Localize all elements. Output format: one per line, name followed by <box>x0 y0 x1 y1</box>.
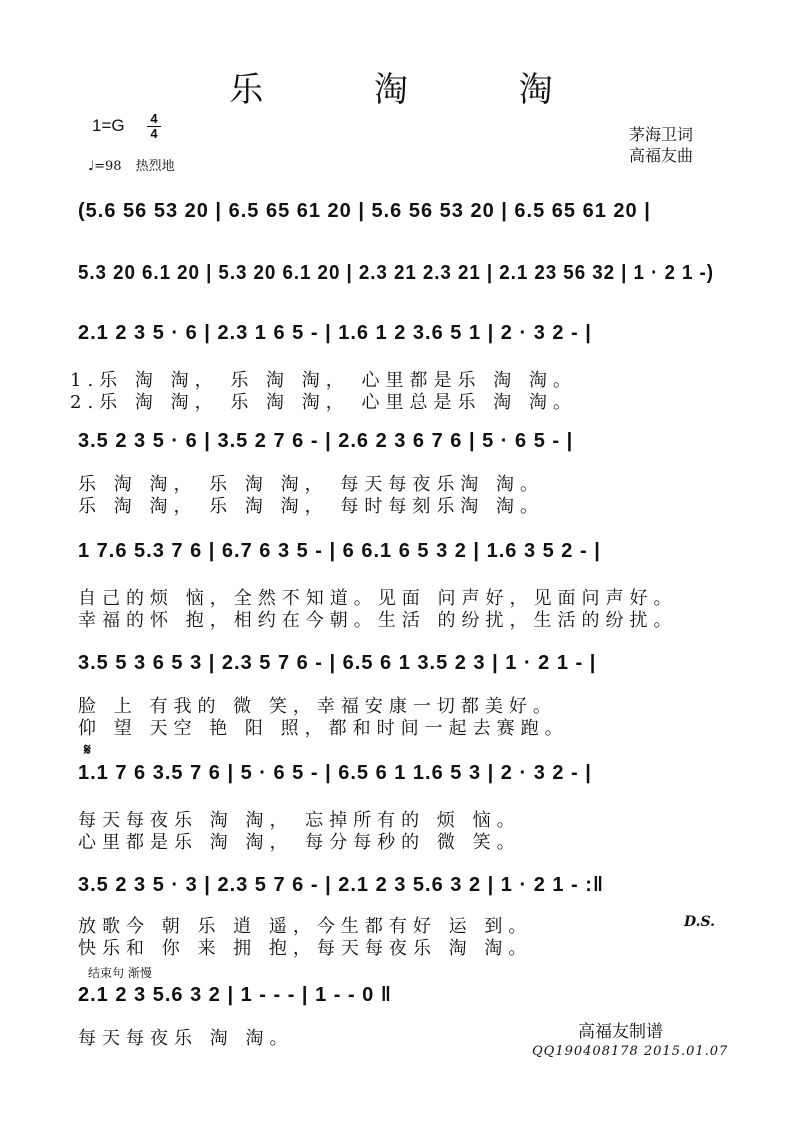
score-row-9 <box>78 984 714 1014</box>
score-row-1 <box>78 200 714 230</box>
score-row-8 <box>78 874 714 904</box>
time-sig-bottom: 4 <box>147 126 161 141</box>
lyric-row-5-verse-2: 幸福的怀 抱，相约在今朝。生活 的纷扰，生活的纷扰。 <box>78 610 678 631</box>
score-row-2 <box>78 262 714 292</box>
lyric-row-8-verse-1: 放歌今 朝 乐 逍 遥，今生都有好 运 到。 <box>78 916 533 937</box>
lyricist-credit: 茅海卫词 <box>629 125 694 144</box>
notes-row-9: 2.1 2 3 5.6 3 2 | 1 - - - | 1 - - 0 ‖ <box>78 984 392 1006</box>
dal-segno-mark: D.S. <box>684 914 716 930</box>
notes-row-3: 2.1 2 3 5 · 6 | 2.3 1 6 5 - | 1.6 1 2 3.6 5 1 | 2 · 3 2 - | <box>78 322 592 344</box>
ending-label: 结束句 渐慢 <box>88 966 152 980</box>
score-row-3 <box>78 322 714 352</box>
lyric-row-7-verse-1: 每天每夜乐 淘 淘， 忘掉所有的 烦 恼。 <box>78 810 521 831</box>
tempo-expression: 热烈地 <box>135 159 175 174</box>
notes-row-7: 1.1 7 6 3.5 7 6 | 5 · 6 5 - | 6.5 6 1 1.6 5 3 | 2 · 3 2 - | <box>78 762 592 784</box>
arranger-credit: 高福友制谱 <box>578 1022 663 1042</box>
lyric-row-3-verse-1: 1.乐 淘 淘， 乐 淘 淘， 心里都是乐 淘 淘。 <box>70 370 577 391</box>
lyric-row-5-verse-1: 自己的烦 恼，全然不知道。见面 问声好，见面问声好。 <box>78 588 678 609</box>
composer-credit: 高福友曲 <box>629 146 694 165</box>
lyric-row-6-verse-1: 脸 上 有我的 微 笑，幸福安康一切都美好。 <box>78 696 557 717</box>
notes-row-5: 1 7.6 5.3 7 6 | 6.7 6 3 5 - | 6 6.1 6 5 3 2 | 1.6 3 5 2 - | <box>78 540 601 562</box>
score-row-5 <box>78 540 714 570</box>
tempo-marking <box>88 155 175 174</box>
lyric-row-3-verse-2: 2.乐 淘 淘， 乐 淘 淘， 心里总是乐 淘 淘。 <box>70 392 577 413</box>
time-sig-top: 4 <box>150 111 158 126</box>
score-row-6 <box>78 652 714 682</box>
notes-row-8: 3.5 2 3 5 · 3 | 2.3 5 7 6 - | 2.1 2 3 5.6 3 2 | 1 · 2 1 - :‖ <box>78 874 604 896</box>
lyric-row-6-verse-2: 仰 望 天空 艳 阳 照，都和时间一起去赛跑。 <box>78 718 569 739</box>
contact-and-date: QQ190408178 2015.01.07 <box>532 1044 729 1059</box>
lyric-row-9-verse-1: 每天每夜乐 淘 淘。 <box>78 1028 294 1049</box>
score-row-4 <box>78 430 714 460</box>
key-signature: 1=G <box>92 116 125 135</box>
tempo-bpm: ♩=98 <box>88 159 122 174</box>
score-row-7 <box>78 762 714 792</box>
segno-sign: 𝄋 <box>84 740 91 759</box>
lyric-row-8-verse-2: 快乐和 你 来 拥 抱，每天每夜乐 淘 淘。 <box>78 938 533 959</box>
notes-row-6: 3.5 5 3 6 5 3 | 2.3 5 7 6 - | 6.5 6 1 3.5 2 3 | 1 · 2 1 - | <box>78 652 597 674</box>
notes-row-1: (5.6 56 53 20 | 6.5 65 61 20 | 5.6 56 53 20 | 6.5 65 61 20 | <box>78 200 651 222</box>
notes-row-2: 5.3 20 6.1 20 | 5.3 20 6.1 20 | 2.3 21 2.3 21 | 2.1 23 56 32 | 1 · 2 1 -) <box>78 262 714 284</box>
lyric-row-7-verse-2: 心里都是乐 淘 淘， 每分每秒的 微 笑。 <box>78 832 521 853</box>
lyric-row-4-verse-1: 乐 淘 淘， 乐 淘 淘， 每天每夜乐淘 淘。 <box>78 474 545 495</box>
notes-row-4: 3.5 2 3 5 · 6 | 3.5 2 7 6 - | 2.6 2 3 6 7 6 | 5 · 6 5 - | <box>78 430 574 452</box>
lyric-row-4-verse-2: 乐 淘 淘， 乐 淘 淘， 每时每刻乐淘 淘。 <box>78 496 545 517</box>
time-signature <box>147 112 161 141</box>
song-title: 乐 淘 淘 <box>229 70 603 110</box>
